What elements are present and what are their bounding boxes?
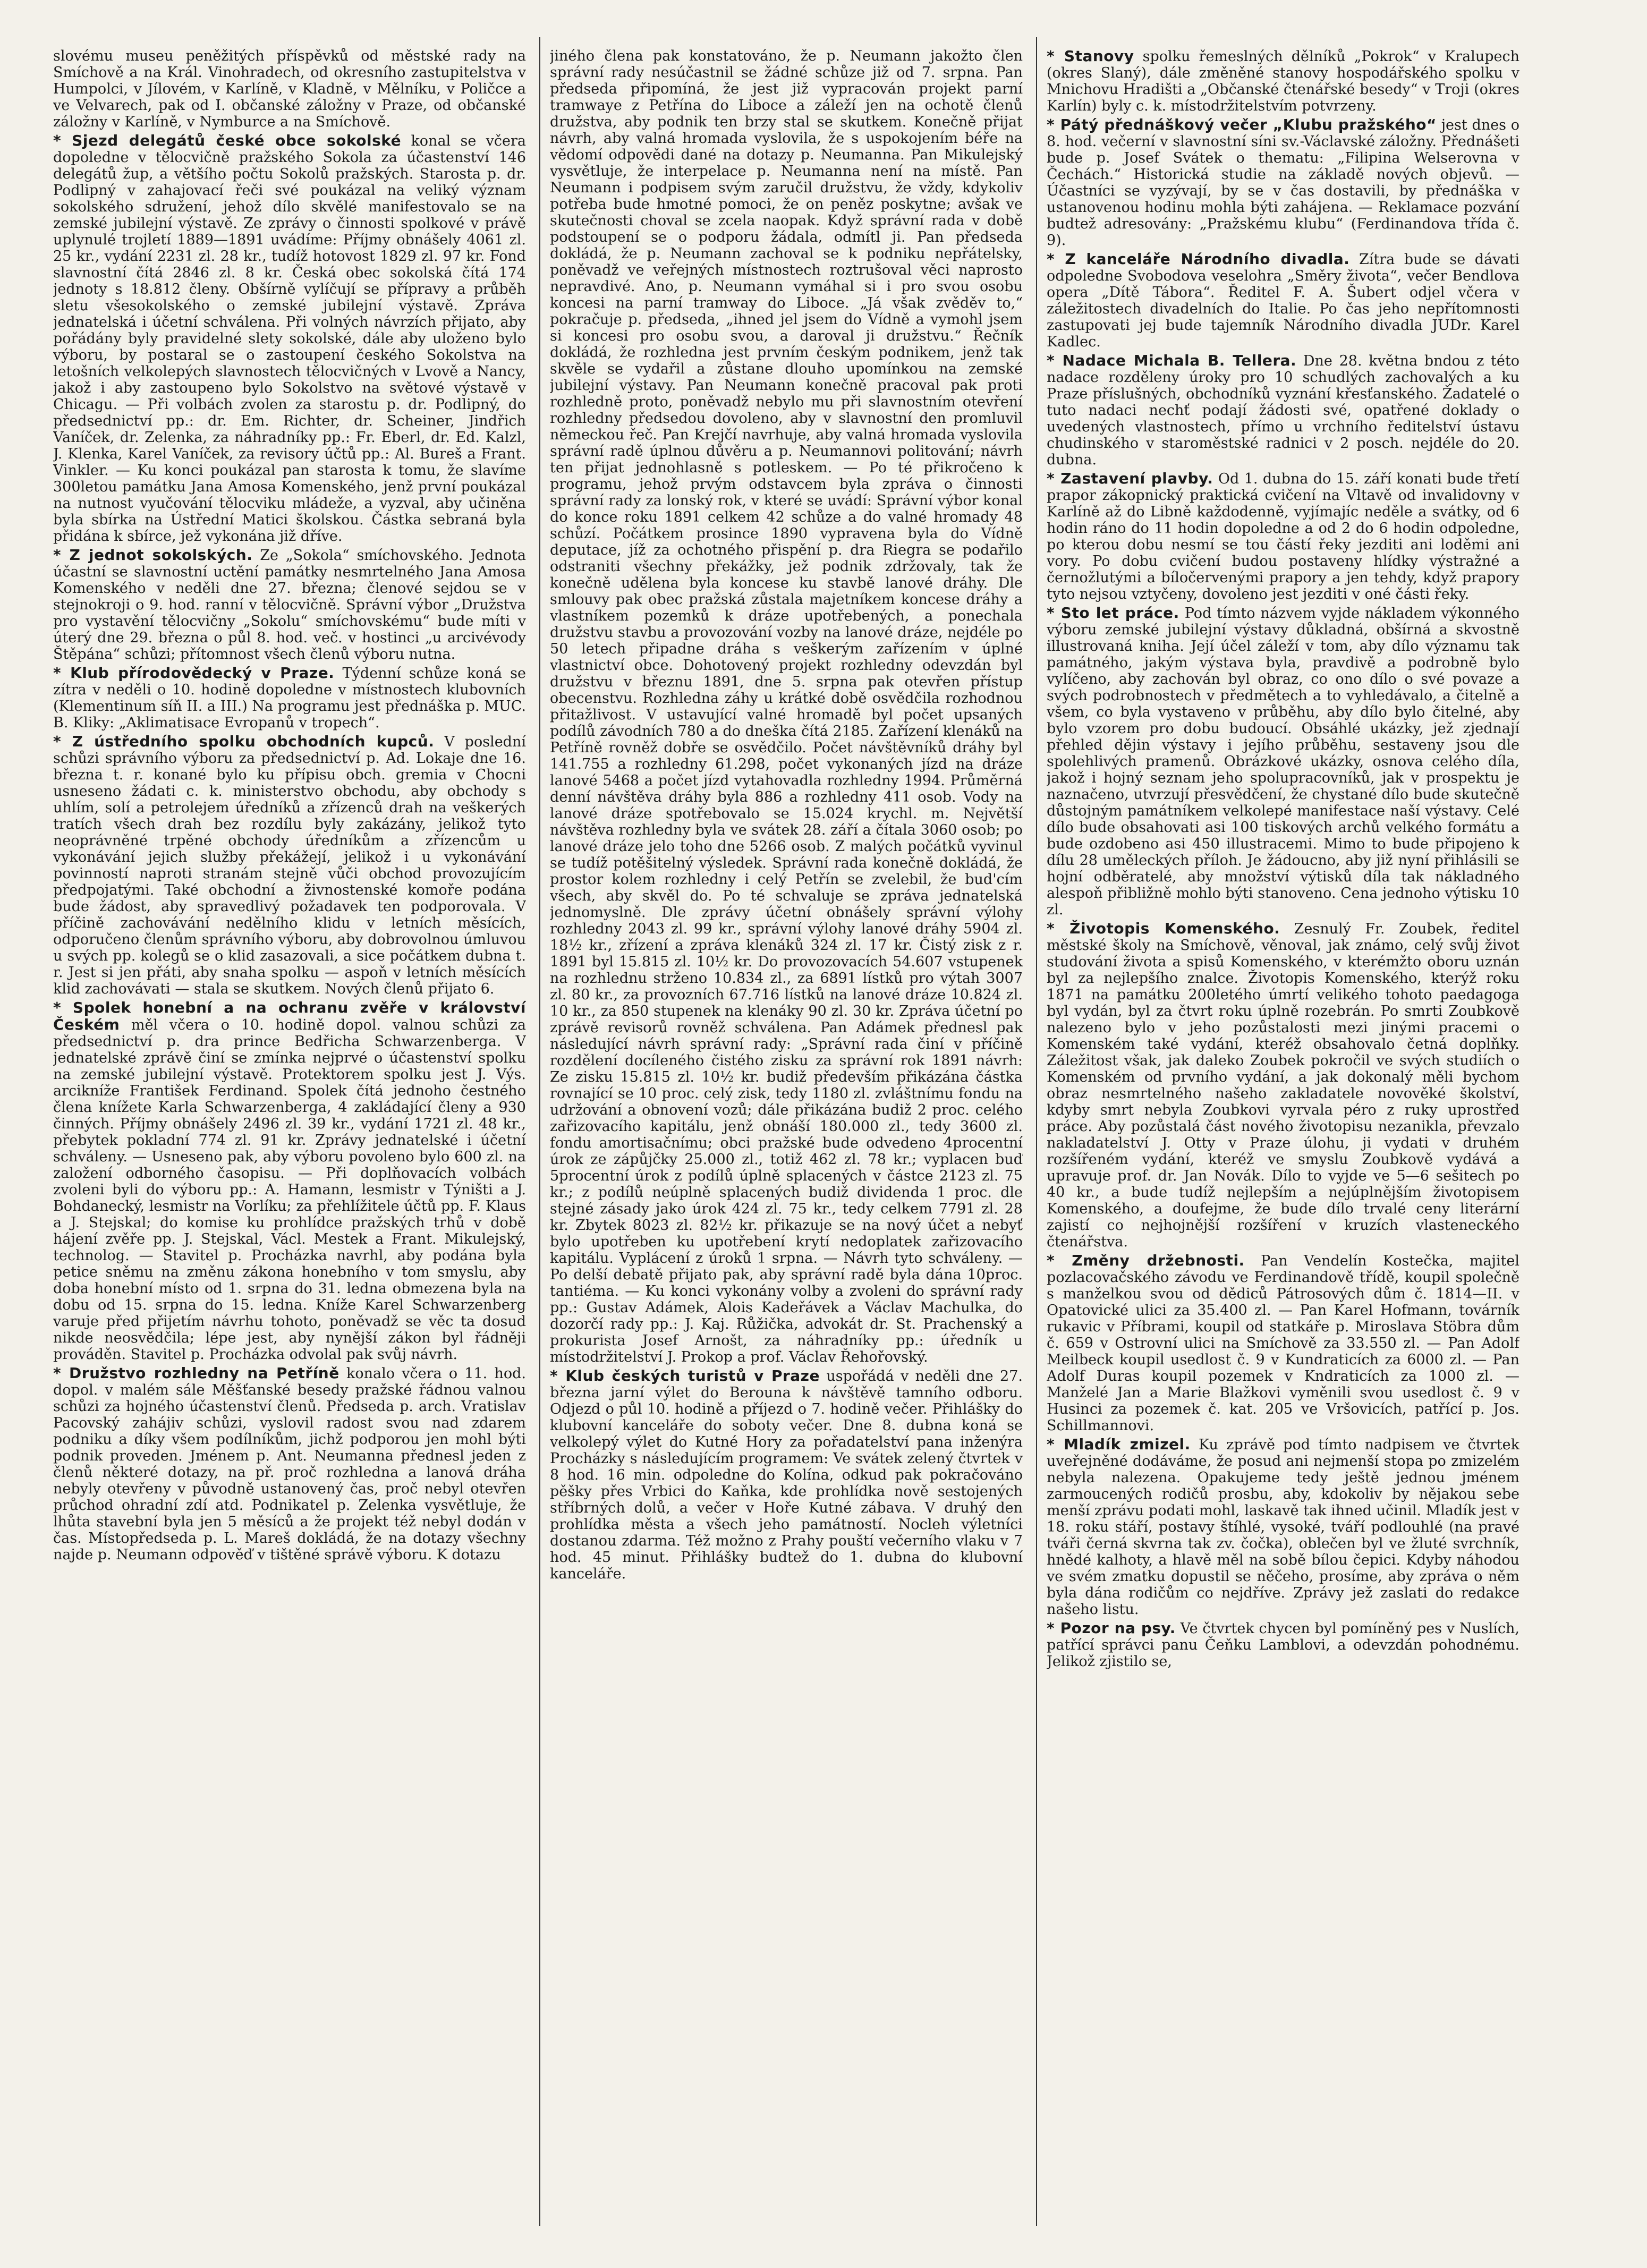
- newspaper-page: [53, 16, 1519, 2231]
- page-top-margin: [53, 21, 1519, 32]
- article: [1047, 1436, 1519, 1618]
- article-text: V poslední schůzi správního výboru za předsednictví p. Ad. Lokaje dne 16. března t. r. konané bylo ku přípisu obch. gremia v Chocni usneseno žádati c. k. ministerstvo obchodu, aby obchody s uhlím, solí a petrolejem úředníků a zřízenců drah na veškerých tratích všech drah bez rozdílu byly zakázány, jelikož tyto neoprávněné trpěné obchody úředníkům a zřízencům u vykonávání jejich služby překážejí, jelikož i u vykonávání povinností naproti stranám stejně vůči obchod provozujícím předpojatými. Také obchodní a živnostenské komoře podána bude žádost, aby spravedlivý požadavek ten podporovala. V příčině zachovávání nedělního klidu v letních měsících, odporučeno členům správního výboru, aby dobrovolnou úmluvou u svých pp. kolegů se o klid zasazovali, a sice počátkem dubna t. r. Jest si jen přáti, aby snaha spolku — aspoň v letních měsících klid zachovávati — stala se skutkem. Nových členů přijato 6.: [53, 734, 526, 997]
- article: [1047, 116, 1519, 249]
- article-text: Pod tímto názvem vyjde nákladem výkonného výboru zemské jubilejní výstavy důkladná, obšírná a skvostně illustrovaná kniha. Její účel záleží v tom, aby dílo významu tak památného, jakým výstava byla, pravdivě a podrobně bylo vylíčeno, aby zachován byl obraz, co ono dílo o své povaze a svých podrobnostech v předmětech a to vyhledávalo, a čitelně a všem, co byla vystaveno v průběhu, aby dílo bylo čitelné, aby bylo vzorem pro dobu budoucí. Obsáhlé ukázky, jež zjednají přehled dějin výstavy i jejího průběhu, sestaveny jsou dle spolehlivých pramenů. Obrázkové ukázky, osnova celého díla, jakož i hojný seznam jeho spolupracovníků, jak v prospektu je naznačeno, utvrzují přesvědčení, že chystané dílo bude skutečně důstojným památníkem velkolepé manifestace naší výstavy. Celé dílo bude obsahovati asi 100 tiskových archů velkého formátu a bude ozdobeno asi 450 illustracemi. Mimo to bude připojeno k dílu 28 uměleckých příloh. Je žádoucno, aby již nyní přihlásili se hojní odběratelé, aby množství výtisků díla tak nákladného alespoň přibližně mohlo býti stanoveno. Cena jednoho výtisku 10 zl.: [1047, 605, 1519, 918]
- article-heading: * Nadace Michala B. Tellera.: [1047, 352, 1296, 369]
- article-heading: * Z ústředního spolku obchodních kupců.: [53, 733, 434, 750]
- article: [53, 547, 526, 662]
- article-heading: * Z jednot sokolských.: [53, 546, 252, 564]
- article-text: konalo včera o 11. hod. dopol. v malém sále Měšťanské besedy pražské řádnou valnou schůzi za hojného účastenství členů. Předseda p. arch. Vratislav Pacovský zahájiv schůzi, vyslovil radost svou nad zdarem podniku a díky všem podílníkům, jichž podporou jen mohl býti podnik proveden. Jménem p. Ant. Neumanna přednesl jeden z členů některé dotazy, na př. proč rozhledna a lanová dráha nebyly otevřeny v původně ustanovený čas, proč nebyl otevřen průchod ohradní zdí atd. Podnikatel p. Zelenka vysvětluje, že lhůta stavební byla jen 5 měsíců a že projekt též nebyl dodán v čas. Místopředseda p. L. Mareš dokládá, že na dotazy všechny najde p. Neumann odpověď v tištěné správě výboru. K dotazu: [53, 1365, 526, 1563]
- article-text: Dne 28. května bndou z této nadace rozděleny úroky pro 10 schudlých zachovalých a ku Praze příslušných, obchodníků vyznání křesťanského. Žadatelé o tuto nadaci nechť podají žádosti své, opatřené doklady o uvedených vlastnostech, přímo u vrchního ředitelství ústavu chudinského v staroměstské radnici v 2 posch. nejdéle do 20. dubna.: [1047, 353, 1519, 468]
- article: [550, 48, 1023, 1365]
- article-heading: * Klub českých turistů v Praze: [550, 1367, 820, 1384]
- article-heading: * Změny držebnosti.: [1047, 1252, 1245, 1269]
- article-text: Ze „Sokola“ smíchovského. Jednota účastní se slavnostní uctění památky nesmrtelného Jana Amosa Komenského v neděli dne 27. března; členové sejdou se v stejnokroji o 9. hod. ranní v tělocvičně. Správní výbor „Družstva pro vystavění tělocvičny „Sokolu“ smíchovskému“ bude míti v úterý dne 29. března o půl 8. hod. več. v hostinci „u arcivévody Štěpána“ schůzi; přítomnost všech členů výboru nutna.: [53, 547, 526, 662]
- article-text: Pan Vendelín Kostečka, majitel pozlacovačského závodu ve Ferdinandově třídě, koupil společně s manželkou svou od dědiců Pátrosových dům č. 1814—II. v Opatovické ulici za 35.400 zl. — Pan Karel Hofmann, továrník rukavic v Příbrami, koupil od statkáře p. Miroslava Stöbra dům č. 659 v Ostrovní ulici na Smíchově za 33.550 zl. — Pan Adolf Meilbeck koupil usedlost č. 9 v Kundraticích za 6000 zl. — Pan Adolf Duras koupil pozemek v Kndraticích za 1000 zl. — Manželé Jan a Marie Blažkovi vyměnili svou usedlost č. 9 v Husinci za pozemek č. kat. 205 ve Vršovicích, patřící p. Jos. Schillmannovi.: [1047, 1253, 1519, 1434]
- article-heading: * Pozor na psy.: [1047, 1619, 1176, 1637]
- article-text: Zítra bude se dávati odpoledne Svobodova veselohra „Směry života“, večer Bendlova opera „Dítě Tábora“. Ředitel F. A. Šubert odjel včera v záležitostech divadelních do Italie. Po čas jeho nepřítomnosti zastupovati jej bude tajemník Národního divadla JUDr. Karel Kadlec.: [1047, 251, 1519, 350]
- article-heading: * Družstvo rozhledny na Petříně: [53, 1364, 339, 1382]
- article: [53, 665, 526, 731]
- article: [1047, 352, 1519, 468]
- article: [1047, 1620, 1519, 1670]
- article-text: spolku řemeslných dělníků „Pokrok“ v Kralupech (okres Slaný), dále změněné stanovy hospodářského spolku v Mnichovu Hradišti a „Občanské čtenářské besedy“ v Troji (okres Karlín) byly c. k. místodržitelstvím potvrzeny.: [1047, 48, 1519, 114]
- article-text: slovému museu peněžitých příspěvků od městské rady na Smíchově a na Král. Vinohradech, od okresního zastupitelstva v Humpolci, v Jílovém, v Karlíně, v Kladně, v Mělníku, v Poličce a ve Velvarech, pak od I. občanské záložny v Praze, od občanské záložny v Karlíně, v Nymburce a na Smíchově.: [53, 48, 526, 130]
- article-text: Od 1. dubna do 15. září konati bude třetí prapor zákopnický praktická cvičení na Vltavě od invalidovny v Karlíně až do Libně každodenně, vyjímajíc neděle a svátky, od 6 hodin ráno do 11 hodin dopoledne a od 2 do 6 hodin odpoledne, po kterou dobu nesmí se tou částí řeky jezditi ani loděmi ani vory. Po dobu cvičení budou postaveny hlídky výstražné a černožlutými a bíločervenými prapory a jen tehdy, když prapory tyto nejsou vztyčeny, dovoleno jest jezditi v oné části řeky.: [1047, 471, 1519, 602]
- article-heading: * Zastavení plavby.: [1047, 470, 1213, 487]
- article-text: jest dnes o 8. hod. večerní v slavnostní síni sv.-Václavské záložny. Přednášeti bude p. Josef Svátek o thematu: „Filipina Welserovna v Čechách.“ Historická studie na základě nových objevů. — Účastníci se vyzývají, by se v čas dostavili, by přednáška v ustanovenou hodinu mohla býti zahájena. — Reklamace pozvání budtež adresovány: „Pražskému klubu“ (Ferdinandova třída č. 9).: [1047, 117, 1519, 249]
- column-3: [1047, 48, 1519, 2221]
- column-rule: [539, 37, 540, 2226]
- article-heading: * Sto let práce.: [1047, 604, 1179, 622]
- article-text: Zesnulý Fr. Zoubek, ředitel městské školy na Smíchově, věnoval, jak známo, celý svůj život studování života a spisů Komenského, v kterémžto oboru uznán byl za nejlepšího znalce. Životopis Komenského, kterýž roku 1871 na památku 200letého úmrtí velikého tohoto paedagoga byl vydán, byl za čtvrt roku úplně rozebrán. Po smrti Zoubkově nalezeno bylo v jeho pozůstalosti mezi jinými pracemi o Komenském také vydání, kteréž obsahovalo četná doplňky. Záležitost však, jak daleko Zoubek pokročil ve svých studiích o Komenském od prvního vydání, a jak dokonalý měli bychom obraz nesmrtelného našeho zakladatele novověké školství, kdyby smrt nebyla Zoubkovi vyrvala péro z ruky uprostřed práce. Aby pozůstalá část nového životopisu nezanikla, převzalo nakladatelství J. Otty v Praze úlohu, ji vydati v druhém rozšířeném vydání, kteréž ve smyslu Zoubkově vydává a upravuje prof. dr. Jan Novák. Dílo to vyjde ve 5—6 sešitech po 40 kr., a bude tudíž nejlepším a nejúplnějším životopisem Komenského, a doufejme, že bude dílo trvalé ceny literární zajistí co nejhojnější rozšíření v kruzích vlasteneckého čtenářstva.: [1047, 921, 1519, 1250]
- article-heading: * Z kanceláře Národního divadla.: [1047, 250, 1349, 268]
- article: [53, 132, 526, 545]
- article: [1047, 470, 1519, 602]
- article-heading: * Pátý přednáškový večer „Klubu pražského“: [1047, 116, 1437, 133]
- column-2: [550, 48, 1023, 2221]
- article-heading: * Stanovy: [1047, 48, 1134, 65]
- article-text: konal se včera dopoledne v tělocvičně pražského Sokola za účastenství 146 delegátů žup, a většího počtu Sokolů pražských. Starosta p. dr. Podlipný v zahajovací řeči své poukázal na veliký význam sokolského sdružení, jehož dílo skvělé manifestovalo se na zemské jubilejní výstavě. Ze zprávy o činnosti spolkové v právě uplynulé trojletí 1889—1891 uvádíme: Příjmy obnášely 4061 zl. 25 kr., vydání 2231 zl. 28 kr., tudíž hotovost 1829 zl. 97 kr. Fond slavnostní čítá 2846 zl. 8 kr. Česká obec sokolská čítá 174 jednoty s 18.812 členy. Obšírně vylíčují se přípravy a průběh sletu všesokolského o zemské jubilejní výstavě. Zpráva jednatelská i účetní schválena. Při volných návrzích přijato, aby pořádány byly pravidelné slety sokolské, dále aby uloženo bylo výboru, by postaral se o zastoupení českého Sokolstva na letošních velkolepých slavnostech tělocvičných v Lvově a Nancy, jakož i aby zastoupeno bylo Sokolstvo na světové výstavě v Chicagu. — Při volbách zvolen za starostu p. dr. Podlipný, do předsednictví pp.: dr. Em. Richter, dr. Scheiner, Jindřich Vaníček, dr. Zelenka, za náhradníky pp.: Fr. Eberl, dr. Ed. Kalzl, J. Klenka, Karel Vaníček, za revisory účtů pp.: Al. Bureš a Frant. Vinkler. — Ku konci poukázal pan starosta k tomu, že slavíme 300letou památku Jana Amosa Komenského, jenž první poukázal na nutnost vyučování tělocviku mládeže, a vyzval, aby učiněna byla sbírka na Ústřední Matici školskou. Částka sebraná byla přidána k sbírce, jež vykonána již dříve.: [53, 133, 526, 545]
- article-text: Ku zprávě pod tímto nadpisem ve čtvrtek uveřejněné dodáváme, že posud ani nejmenší stopa po zmizelém nebyla nalezena. Opakujeme tedy ještě jednou jménem zarmoucených rodičů prosbu, aby, kdokoliv by nějakou sebe menší zprávu podati mohl, laskavě tak ihned učinil. Mladík jest v 18. roku stáří, postavy štíhlé, vysoké, tváří podlouhlé (na pravé tváři černá skvrna tak zv. čočka), oblečen byl ve žluté svrchník, hnědé kalhoty, a hlavě měl na sobě bílou čepici. Kdyby náhodou ve svém zmatku dopustil se něčeho, prosíme, aby zpráva o něm byla dána rodičům co nejdříve. Zprávy jež zaslati do redakce našeho listu.: [1047, 1437, 1519, 1618]
- article-heading: * Sjezd delegátů české obce sokolské: [53, 132, 401, 149]
- article-heading: * Klub přírodovědecký v Praze.: [53, 664, 334, 682]
- article: [1047, 48, 1519, 114]
- article-text: uspořádá v neděli dne 27. března jarní výlet do Berouna k návštěvě tamního odboru. Odjezd o půl 10. hodině a příjezd o 7. hodině večer. Přihlášky do klubovní kanceláře do soboty večer. Dne 8. dubna koná se velkolepý výlet do Kutné Hory za pořadatelství pana inženýra Procházky s následujícím programem: Ve svátek zelený čtvrtek v 8 hod. 16 min. odpoledne do Kolína, odkud pak pokračováno pěšky přes Vrbici do Kaňka, kde prohlídka nově sestojených stříbrných dolů, a večer v Hoře Kutné zábava. V druhý den prohlídka města a všech jeho památností. Nocleh výletníci dostanou zdarma. Též možno z Prahy pouští večerního vlaku v 7 hod. 45 minut. Přihlášky budtež do 1. dubna do klubovní kanceláře.: [550, 1368, 1023, 1582]
- article-text: Ve čtvrtek chycen byl pomíněný pes v Nuslích, patřící správci panu Čeňku Lamblovi, a odevzdán pohodnému. Jelikož zjistilo se,: [1047, 1620, 1519, 1670]
- article: [1047, 605, 1519, 918]
- article: [1047, 251, 1519, 350]
- article: [550, 1367, 1023, 1582]
- article-heading: * Mladík zmizel.: [1047, 1435, 1191, 1453]
- article-text: Týdenní schůze koná se zítra v neděli o 10. hodině dopoledne v místnostech klubovních (Klementinum síň II. a III.) Na programu jest přednáška p. MUC. B. Kliky: „Aklimatisace Evropanů v tropech“.: [53, 665, 526, 731]
- column-rule: [1036, 37, 1037, 2226]
- article-text: měl včera o 10. hodině dopol. valnou schůzi za předsednictví p. dra prince Bedřicha Schwarzenberga. V jednatelské zprávě činí se zmínka nejprvé o účastenství spolku na zemské jubilejní výstavě. Protektorem spolku jest J. Výs. arcikníže František Ferdinand. Spolek čítá jednoho čestného člena knížete Karla Schwarzenberga, 4 zakládající členy a 930 činných. Příjmy obnášely 2496 zl. 39 kr., vydání 1721 zl. 48 kr., přebytek pokladní 774 zl. 91 kr. Zprávy jednatelské i účetní schváleny. — Usneseno pak, aby výboru povoleno bylo 600 zl. na založení odborného časopisu. — Při doplňovacích volbách zvoleni byli do výboru pp.: A. Hamann, lesmistr v Týništi a J. Bohdanecký, lesmistr na Vorlíku; za přehlížitele účtů pp. F. Klaus a J. Stejskal; do komise ku prohlídce pražských trhů v době hájení zvěře pp. J. Stejskal, Václ. Mestek a Frant. Mikulejský, technolog. — Stavitel p. Procházka navrhl, aby podána byla petice sněmu na změnu zákona honebního v tom smyslu, aby doba honební místo od 1. srpna do 31. ledna obmezena byla na dobu od 15. srpna do 15. ledna. Kníže Karel Schwarzenberg varuje před přijetím návrhu tohoto, poněvadž se věc ta dosud nikde neosvědčila; lépe jest, aby nynější zákon byl řádněji prováděn. Stavitel p. Procházka odvolal pak svůj návrh.: [53, 1017, 526, 1363]
- article: [53, 999, 526, 1363]
- article-text: jiného člena pak konstatováno, že p. Neumann jakožto člen správní rady nesúčastnil se žádné schůze již od 7. srpna. Pan předseda připomíná, že jest již vypracován projekt parní tramwaye z Petřína do Liboce a záleží jen na ochotě členů družstva, aby podnik ten brzy stal se skutkem. Konečně přijat návrh, aby valná hromada vyslovila, že s uspokojením béře na vědomí odpovědi dané na dotazy p. Neumanna. Pan Mikulejský vysvětluje, že interpelace p. Neumanna není na místě. Pan Neumann i podpisem svým zaručil družstvu, že vždy, kdykoliv potřeba bude hmotné pomoci, že on peněz poskytne; avšak ve skutečnosti choval se zcela naopak. Když správní rada v době podstoupení se o podporu žádala, odmítl ji. Pan předseda dokládá, že p. Neumann zachoval se k podniku nepřátelsky, poněvadž ve veřejných místnostech roztrušoval věci naprosto nepravdivé. Ano, p. Neumann vymáhal si i pro svou osobu koncesi na parní tramway do Liboce. „Já však zvěděv to,“ pokračuje p. předseda, „ihned jel jsem do Vídně a vymohl jsem si koncesi pro osobu svou, a daroval ji družstvu.“ Řečník dokládá, že rozhledna jest prvním českým podnikem, jenž tak skvěle se vydařil a zůstane dlouho upomínkou na zemské jubilejní výstavy. Pan Neumann konečně pracoval pak proti rozhledně proto, poněvadž nebylo mu při slavnostním otevření rozhledny předsedou dovoleno, aby v slavnostní den promluvil německou řeč. Pan Krejčí navrhuje, aby valná hromada vyslovila správní radě úplnou důvěru a p. Neumannovi politování; návrh ten přijat jednohlasně s potleskem. — Po té přikročeno k programu, jehož prvým odstavcem byla zpráva o činnosti správní rady za lonský rok, v které se uvádí: Správní výbor konal do konce roku 1891 celkem 42 schůze a do valné hromady 48 schůzí. Počátkem prosince 1890 vypravena byla do Vídně deputace, jíž za ochotného přispění p. dra Riegra se podařilo odstraniti všechny překážky, jež podnik zdržovaly, tak že konečně udělena byla koncese ku stavbě lanové dráhy. Dle smlouvy pak obec pražská zůstala majetníkem koncese dráhy a vlastníkem pozemků k dráze upotřebených, a ponechala družstvu stavbu a provozování vozby na lanové dráze, nejdéle po 50 letech připadne dráha s veškerým zařízením v úplné vlastnictví obce. Dohotovený projekt rozhledny odevzdán byl družstvu v březnu 1891, dne 5. srpna pak otevřen přístup obecenstvu. Rozhledna záhy u krátké době osvědčila rozhodnou přitažlivost. V ustavující valné hromadě byl počet upsaných podílů závodních 780 a do dneška čítá 2185. Zařízení klenáků na Petříně rovněž dobře se osvědčilo. Počet návštěvníků dráhy byl 141.755 a rozhledny 61.298, počet vykonaných jízd na dráze lanové 5468 a počet jízd vytahovadla rozhledny 1994. Průměrná denní návštěva dráhy byla 886 a rozhledny 411 osob. Vody na lanové dráze spotřebovalo se 15.024 krychl. m. Největší návštěva rozhledny byla ve svátek 28. září a čítala 3060 osob; po lanové dráze jelo toho dne 5266 osob. Z malých počátků vyvinul se tudíž potěšitelný výsledek. Správní rada konečně dokládá, že prostor kolem rozhledny i celý Petřín se zvelebil, že bud'cím všech, aby skvěl do. Po té schvaluje se zpráva jednatelská jednomyslně. Dle zprávy účetní obnášely správní výlohy rozhledny 2043 zl. 99 kr., správní výlohy lanové dráhy 5904 zl. 18½ kr., zřízení a zpráva klenáků 324 zl. 17 kr. Čistý zisk z r. 1891 byl 15.815 zl. 10½ kr. Do provozovacích 54.607 vstupenek na rozhlednu strženo 10.834 zl., za 6891 lístků pro výtah 3007 zl. 80 kr., za provozních 67.716 lístků na lanové dráze 10.824 zl. 10 kr., za 850 stupenek na klenáky 90 zl. 30 kr. Zpráva účetní po zprávě revisorů rovněž schválena. Pan Adámek přednesl pak následující návrh správní rady: „Správní rada činí v příčině rozdělení docíleného čistého zisku za správní rok 1891 návrh: Ze zisku 15.815 zl. 10½ kr. budiž především přikázána částka rovnající se 10 proc. celý zisk, tedy 1180 zl. zvláštnímu fondu na udržování a obnovení vozů; dále přikázána budiž 2 proc. celého zařizovacího kapitálu, jenž obnáší 180.000 zl., tedy 3600 zl. fondu amortisačnímu; obci pražské bude odvedeno 4procentní úrok ze zápůjčky 25.000 zl., totiž 462 zl. 78 kr.; vyplacen buď 5procentní úrok z podílů úplně splacených v částce 2123 zl. 75 kr.; z podílů neúplně splacených budiž dividenda 1 proc. dle stejné zásady jako úrok 424 zl. 75 kr., tedy celkem 7791 zl. 28 kr. Zbytek 8023 zl. 82½ kr. přikazuje se na nový účet a nebyť bylo upotřeben ku upotřebení krytí nedoplatek zařizovacího kapitálu. Vyplácení z úroků 1 srpna. — Návrh tyto schváleny. — Po delší debatě přijato pak, aby správní radě byla dána 10proc. tantiéma. — Ku konci vykonány volby a zvoleni do správní rady pp.: Gustav Adámek, Alois Kadeřávek a Václav Machulka, do dozorčí rady pp.: J. Kaj. Růžička, advokát dr. St. Prachenský a prokurista Josef Arnošt, za náhradníky pp.: úředník u místodržitelství J. Prokop a prof. Václav Řehořovský.: [550, 48, 1023, 1365]
- column-1: [53, 48, 526, 2221]
- article: [53, 48, 526, 130]
- article: [1047, 1252, 1519, 1434]
- article: [53, 1365, 526, 1563]
- article-heading: * Spolek honební a na ochranu zvěře v království Českém: [53, 999, 526, 1033]
- article: [1047, 920, 1519, 1250]
- article: [53, 733, 526, 997]
- article-heading: * Životopis Komenského.: [1047, 920, 1280, 937]
